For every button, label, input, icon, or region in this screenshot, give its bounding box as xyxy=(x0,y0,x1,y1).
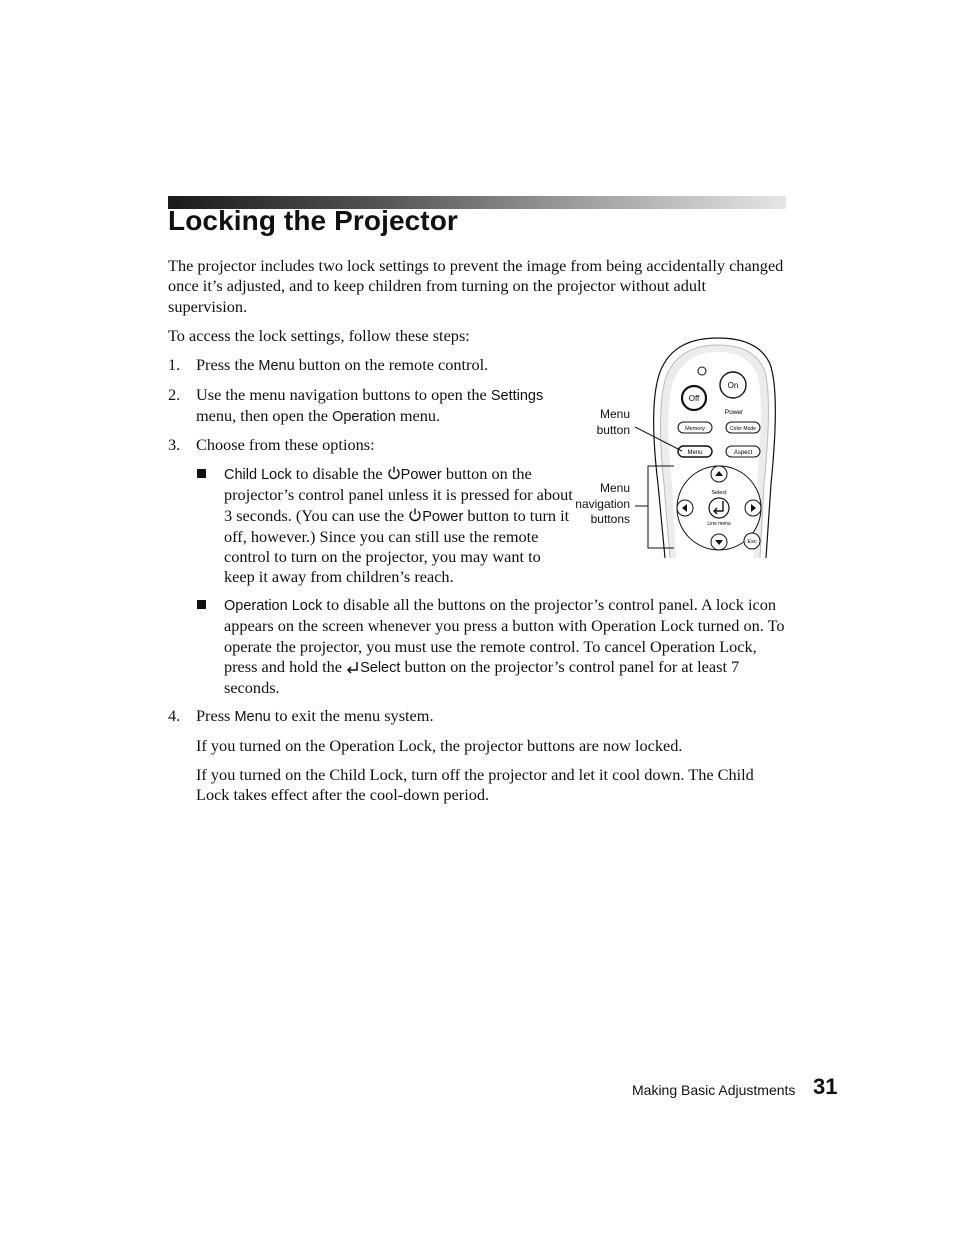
step-4-text: Press Menu to exit the menu system. xyxy=(196,706,434,725)
step-3-number: 3. xyxy=(168,435,181,454)
child-lock-label: Child Lock xyxy=(224,467,292,483)
step-2-number: 2. xyxy=(168,385,181,404)
operation-lock-label: Operation Lock xyxy=(224,598,323,614)
callout-menu-navigation: Menu navigation buttons xyxy=(575,481,630,526)
page-number: 31 xyxy=(813,1074,838,1099)
settings-menu-label: Settings xyxy=(490,388,544,404)
enter-icon xyxy=(346,661,360,675)
power-label: Power xyxy=(400,467,442,483)
child-lock-text: Child Lock to disable the Power button on the projector’s control panel unless it is pressed for about 3 seconds. (You can use the Power button to turn it off, however.) Since you can still use the remote control to turn on the projector, you may want to keep it away from children’s reach. xyxy=(224,464,573,587)
after-paragraph-2: If you turned on the Child Lock, turn off the projector and let it cool down. The Child Lock takes effect after the cool-down period. xyxy=(196,765,754,805)
power-icon xyxy=(387,466,401,480)
remote-control-illustration xyxy=(630,334,780,562)
remote-menu-label: Menu xyxy=(687,450,703,456)
access-paragraph: To access the lock settings, follow these steps: xyxy=(168,326,470,345)
power-icon xyxy=(408,508,422,522)
step-1-text: Press the Menu button on the remote control. xyxy=(196,355,489,374)
menu-button-label: Menu xyxy=(234,709,271,725)
remote-on-label: On xyxy=(727,381,739,390)
operation-lock-text: Operation Lock to disable all the buttons on the projector’s control panel. A lock icon appears on the screen whenever you press a button with Operation Lock turned on. To operate the projector, you must use the remote control. To cancel Operation Lock, press and hold the Select button on the projector’s control panel for at least 7 seconds. xyxy=(224,595,785,698)
remote-memory-label: Memory xyxy=(685,426,705,432)
select-label: Select xyxy=(360,659,401,676)
remote-power-label: Power xyxy=(724,409,744,416)
remote-esc-label: Esc xyxy=(747,539,757,545)
remote-off-label: Off xyxy=(688,394,700,403)
callout-menu-button: Menu button xyxy=(596,407,630,437)
remote-line-menu-label: Line menu xyxy=(707,521,731,527)
remote-color-mode-label: Color Mode xyxy=(730,426,756,432)
power-label: Power xyxy=(422,508,464,525)
remote-select-label: Select xyxy=(711,490,727,496)
step-3-text: Choose from these options: xyxy=(196,435,375,454)
bullet-child-lock xyxy=(197,469,206,478)
after-paragraph-1: If you turned on the Operation Lock, the projector buttons are now locked. xyxy=(196,736,683,755)
intro-paragraph: The projector includes two lock settings to prevent the image from being accidentally changed once it’s adjusted, and to keep children from turning on the projector without adult supervision. xyxy=(168,256,784,316)
page-heading: Locking the Projector xyxy=(168,205,458,236)
remote-aspect-label: Aspect xyxy=(733,450,753,456)
remote-enter-button xyxy=(709,498,729,518)
menu-button-label: Menu xyxy=(258,358,295,374)
bullet-operation-lock xyxy=(197,600,206,609)
operation-menu-label: Operation xyxy=(332,409,396,426)
footer-section-title: Making Basic Adjustments xyxy=(632,1082,796,1098)
step-4-number: 4. xyxy=(168,706,181,725)
step-2-text: Use the menu navigation buttons to open the Settings menu, then open the Operation menu. xyxy=(196,385,544,426)
step-1-number: 1. xyxy=(168,355,181,374)
